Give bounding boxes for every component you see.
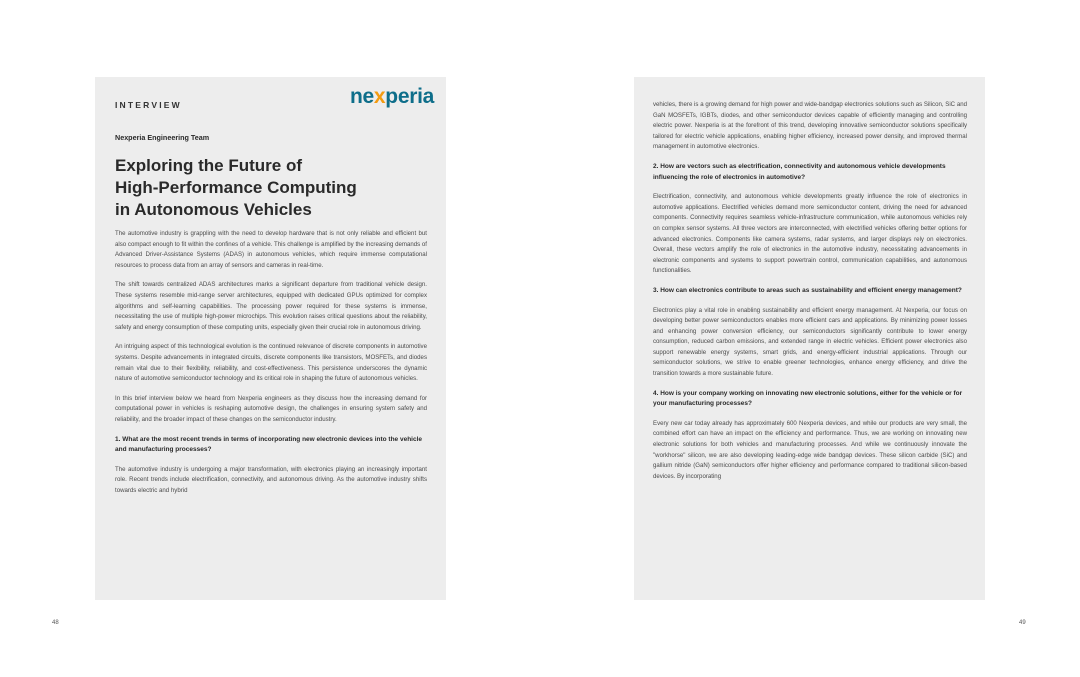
right-page xyxy=(634,77,985,600)
intro-paragraph: The shift towards centralized ADAS architectures marks a significant departure from traditional vehicle design. These systems resemble mid-range server architectures, equipped with dedicated GPUs optimized for complex algorithms and self-learning capabilities. The processing power required for these systems is immense, necessitating the use of multiple high-power microchips. This evolution raises critical questions about the reliability, safety and energy consumption of these computing units, especially given their crucial role in autonomous driving. xyxy=(115,281,427,331)
question-1: 1. What are the most recent trends in terms of incorporating new electronic devices into the vehicle and manufacturing processes? xyxy=(115,435,423,454)
article-headline xyxy=(115,155,435,221)
headline-line: in Autonomous Vehicles xyxy=(115,200,312,219)
answer-4: Every new car today already has approximately 600 Nexperia devices, and while our products are very small, the combined effort can have an impact on the efficiency and performance. Thus, we are working on innovating new electronic solutions for both vehicles and manufacturing processes. And while we continuously innovate the "workhorse" silicon, we are also developing leading-edge wide bandgap devices. These silicon carbide (SiC) and gallium nitride (GaN) semiconductors offer higher efficiency and performance compared to traditional silicon-based devices. By incorporating xyxy=(653,419,967,480)
nexperia-logo xyxy=(350,85,434,109)
logo-text-x: x xyxy=(373,85,386,108)
question-2: 2. How are vectors such as electrification, connectivity and autonomous vehicle developments influencing the role of electronics in automotive? xyxy=(653,162,946,181)
answer-1-continued: vehicles, there is a growing demand for high power and wide-bandgap electronics solutions such as Silicon, SiC and GaN MOSFETs, IGBTs, diodes, and other semiconductor devices capable of efficiently managing and controlling electric power. Nexperia is at the forefront of this trend, developing innovative semiconductor solutions specifically tailored for electric vehicle applications, enabling higher efficiency, increased power density, and improved thermal management in automotive electronics. xyxy=(653,101,967,151)
intro-paragraph: In this brief interview below we heard from Nexperia engineers as they discuss how the increasing demand for computational power in vehicles is reshaping automotive design, the challenges in ensuring system safety and reliability, and the broader impact of these changes on the semiconductor industry. xyxy=(115,394,427,423)
left-page xyxy=(95,77,446,600)
intro-paragraph: The automotive industry is grappling with the need to develop hardware that is not only reliable and efficient but also compact enough to fit within the confines of a vehicle. This challenge is amplified by the increasing demands of Advanced Driver-Assistance Systems (ADAS) in autonomous vehicles, which require immense computational resources to process data from an array of sensors and cameras in real-time. xyxy=(115,230,427,269)
headline-line: High-Performance Computing xyxy=(115,178,357,197)
answer-2: Electrification, connectivity, and autonomous vehicle developments greatly influence the role of electronics in automotive applications. Electrified vehicles demand more semiconductor content, driving the need for advanced components. Connectivity requires seamless vehicle-infrastructure communication, while autonomous vehicles rely on complex sensor systems. All three vectors are interconnected, with electrified vehicles offering better options for advanced electronics. Components like camera systems, radar systems, and larger displays rely on electronics. Overall, these vectors amplify the role of electronics in the automotive industry, necessitating advancements in electronic components and systems to support powertrain control, communication capabilities, and autonomous functionalities. xyxy=(653,193,967,275)
page-number-left: 48 xyxy=(52,620,59,626)
question-3: 3. How can electronics contribute to areas such as sustainability and efficient energy management? xyxy=(653,286,962,294)
page-number-right: 49 xyxy=(1019,620,1026,626)
left-body xyxy=(115,229,427,505)
question-4: 4. How is your company working on innovating new electronic solutions, either for the vehicle or for your manufacturing processes? xyxy=(653,389,963,408)
intro-paragraph: An intriguing aspect of this technological evolution is the continued relevance of discrete components in automotive systems. Despite advancements in integrated circuits, discrete components like transistors, MOSFETs, and diodes remain vital due to their flexibility, reliability, and cost-effectiveness. This persistence underscores the dynamic nature of automotive semiconductor technology and its critical role in shaping the future of autonomous vehicles. xyxy=(115,343,427,383)
logo-text-prefix: ne xyxy=(349,85,374,108)
answer-3: Electronics play a vital role in enabling sustainability and efficient energy management. At Nexperia, our focus on developing better power semiconductors enables more efficient cars and applications. By minimizing power losses and enhancing power conversion efficiency, our semiconductors significantly contribute to lower energy consumption, reduced carbon emissions, and extended range in electric vehicles. Efficient power electronics also support renewable energy systems, smart grids, and energy-efficient industrial applications. Through our semiconductor solutions, we strive to enable greener technologies, enhance energy efficiency, and drive the transition towards a more sustainable future. xyxy=(653,306,967,378)
logo-text-suffix: peria xyxy=(385,85,434,108)
headline-line: Exploring the Future of xyxy=(115,156,302,175)
right-body xyxy=(653,100,967,491)
section-label: INTERVIEW xyxy=(115,100,182,110)
answer-1-start: The automotive industry is undergoing a major transformation, with electronics playing an increasingly important role. Recent trends include electrification, connectivity, and autonomous driving. As the automotive industry shifts towards electric and hybrid xyxy=(115,465,427,494)
byline: Nexperia Engineering Team xyxy=(115,133,210,142)
